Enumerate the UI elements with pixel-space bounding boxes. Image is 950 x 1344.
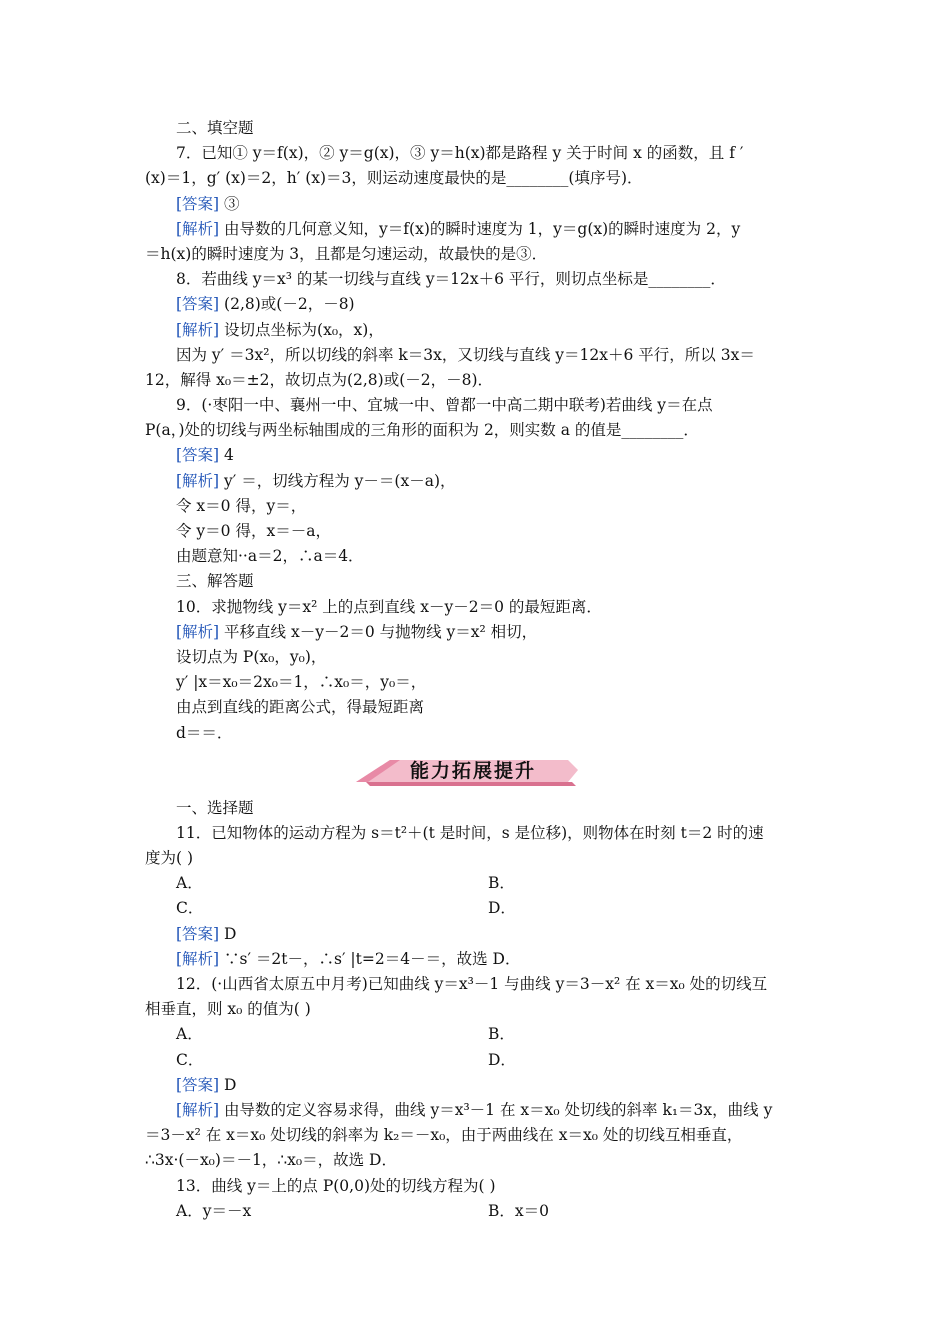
line-text: ∵s′ ＝2t－，∴s′ |t=2＝4－＝，故选 D． <box>219 949 521 968</box>
line-text: P(a，)处的切线与两坐标轴围成的三角形的面积为 2，则实数 a 的值是________． <box>145 421 699 440</box>
text-line <box>145 695 810 720</box>
text-line <box>145 972 810 997</box>
option-left: C． <box>176 1050 204 1069</box>
label-tag: [解析] <box>176 320 220 339</box>
text-line <box>145 796 810 821</box>
line-text: y′ |x＝x₀＝2x₀＝1，∴x₀＝，y₀＝， <box>176 673 427 692</box>
text-line <box>145 1073 810 1098</box>
line-text: 设切点为 P(x₀，y₀)， <box>176 647 327 666</box>
banner-title: 能力拓展提升 <box>410 759 537 782</box>
line-text: 12，解得 x₀＝±2，故切点为(2,8)或(－2，－8)． <box>145 370 494 389</box>
text-line <box>145 569 810 594</box>
option-right: B．x＝0 <box>488 1201 549 1220</box>
line-text: 由导数的几何意义知，y＝f(x)的瞬时速度为 1，y＝g(x)的瞬时速度为 2，y <box>219 219 741 238</box>
option-right: B． <box>488 1025 515 1044</box>
line-text: 设切点坐标为(x₀，x)， <box>219 320 384 339</box>
document-page <box>145 116 810 1224</box>
text-line <box>145 343 810 368</box>
label-tag: [答案] <box>176 446 220 465</box>
line-text: 令 x＝0 得，y＝， <box>176 496 307 515</box>
label-tag: [解析] <box>176 471 220 490</box>
text-line <box>145 1123 810 1148</box>
line-text: 7．已知① y＝f(x)，② y＝g(x)，③ y＝h(x)都是路程 y 关于时间 x 的函数，且 f ′ <box>176 144 744 163</box>
line-text: (2,8)或(－2，－8) <box>219 295 355 314</box>
text-line <box>145 267 810 292</box>
line-text: d＝＝． <box>176 723 233 742</box>
text-line <box>145 166 810 191</box>
text-line <box>145 544 810 569</box>
text-line <box>145 721 810 746</box>
line-text: 相垂直，则 x₀ 的值为( ) <box>145 1000 311 1019</box>
line-text: 9．(·枣阳一中、襄州一中、宜城一中、曾都一中高二期中联考)若曲线 y＝在点 <box>176 396 713 415</box>
line-text: ∴3x·(－x₀)＝－1，∴x₀＝，故选 D． <box>145 1151 397 1170</box>
line-text: 度为( ) <box>145 849 194 868</box>
banner-graphic <box>350 752 580 790</box>
text-line <box>145 318 810 343</box>
option-row <box>145 871 810 896</box>
option-left: C． <box>176 899 204 918</box>
section-ability-extension <box>145 796 810 1224</box>
line-text: ③ <box>219 194 240 213</box>
line-text: y′ ＝，切线方程为 y－＝(x－a)， <box>219 471 456 490</box>
label-tag: [解析] <box>176 949 220 968</box>
option-left: A．y＝－x <box>176 1201 252 1220</box>
label-tag: [答案] <box>176 194 220 213</box>
line-text: 12．(·山西省太原五中月考)已知曲线 y＝x³－1 与曲线 y＝3－x² 在 x＝x₀ 处的切线互 <box>176 975 768 993</box>
option-row <box>145 1048 810 1073</box>
text-line <box>145 368 810 393</box>
option-row <box>145 896 810 921</box>
section-fill-in-and-solutions <box>145 116 810 746</box>
text-line <box>145 418 810 443</box>
option-row <box>145 1022 810 1047</box>
line-text: 二、填空题 <box>176 119 254 137</box>
text-line <box>145 494 810 519</box>
text-line <box>145 595 810 620</box>
line-text: 平移直线 x－y－2＝0 与抛物线 y＝x² 相切， <box>219 622 538 641</box>
text-line <box>145 846 810 871</box>
text-line <box>145 922 810 947</box>
label-tag: [答案] <box>176 295 220 314</box>
option-right: B． <box>488 874 515 893</box>
line-text: 一、选择题 <box>176 798 254 817</box>
line-text: 11．已知物体的运动方程为 s＝t²＋(t 是时间，s 是位移)，则物体在时刻 t＝2 时的速 <box>176 823 764 842</box>
text-line <box>145 620 810 645</box>
line-text: ＝3－x² 在 x＝x₀ 处切线的斜率为 k₂＝－x₀，由于两曲线在 x＝x₀ 处的切线互相垂直， <box>145 1126 743 1145</box>
text-line <box>145 192 810 217</box>
line-text: 令 y＝0 得，x＝－a， <box>176 522 331 540</box>
line-text: 三、解答题 <box>176 572 254 591</box>
text-line <box>145 947 810 972</box>
line-text: ＝h(x)的瞬时速度为 3，且都是匀速运动，故最快的是③． <box>145 244 548 263</box>
label-tag: [解析] <box>176 622 220 641</box>
line-text: 13．曲线 y＝上的点 P(0,0)处的切线方程为( ) <box>176 1176 496 1195</box>
section-banner <box>145 746 810 796</box>
text-line <box>145 242 810 267</box>
label-tag: [解析] <box>176 1100 220 1119</box>
text-line <box>145 821 810 846</box>
line-text: 因为 y′ ＝3x²，所以切线的斜率 k＝3x，又切线与直线 y＝12x＋6 平行，所以 3x＝ <box>176 345 755 364</box>
label-tag: [解析] <box>176 219 220 238</box>
option-right: D． <box>488 899 516 918</box>
line-text: 4 <box>219 446 234 465</box>
label-tag: [答案] <box>176 924 220 943</box>
line-text: D <box>219 924 237 943</box>
text-line <box>145 443 810 468</box>
text-line <box>145 116 810 141</box>
option-left: A． <box>176 1025 203 1044</box>
option-right: D． <box>488 1050 516 1069</box>
text-line <box>145 393 810 418</box>
option-left: A． <box>176 874 203 893</box>
line-text: (x)＝1，g′ (x)＝2，h′ (x)＝3，则运动速度最快的是________(填序号)． <box>145 169 643 188</box>
label-tag: [答案] <box>176 1075 220 1094</box>
text-line <box>145 519 810 544</box>
line-text: 8．若曲线 y＝x³ 的某一切线与直线 y＝12x＋6 平行，则切点坐标是________． <box>176 270 726 289</box>
line-text: 由导数的定义容易求得，曲线 y＝x³－1 在 x＝x₀ 处切线的斜率 k₁＝3x，曲线 y <box>219 1100 773 1119</box>
text-line <box>145 645 810 670</box>
text-line <box>145 1148 810 1173</box>
line-text: 10．求抛物线 y＝x² 上的点到直线 x－y－2＝0 的最短距离． <box>176 597 602 616</box>
line-text: 由题意知··a＝2，∴a＝4． <box>176 547 364 566</box>
text-line <box>145 997 810 1022</box>
text-line <box>145 292 810 317</box>
line-text: D <box>219 1075 237 1094</box>
text-line <box>145 141 810 166</box>
line-text: 由点到直线的距离公式，得最短距离 <box>176 698 425 717</box>
text-line <box>145 670 810 695</box>
text-line <box>145 1174 810 1199</box>
text-line <box>145 469 810 494</box>
text-line <box>145 217 810 242</box>
option-row <box>145 1199 810 1224</box>
text-line <box>145 1098 810 1123</box>
